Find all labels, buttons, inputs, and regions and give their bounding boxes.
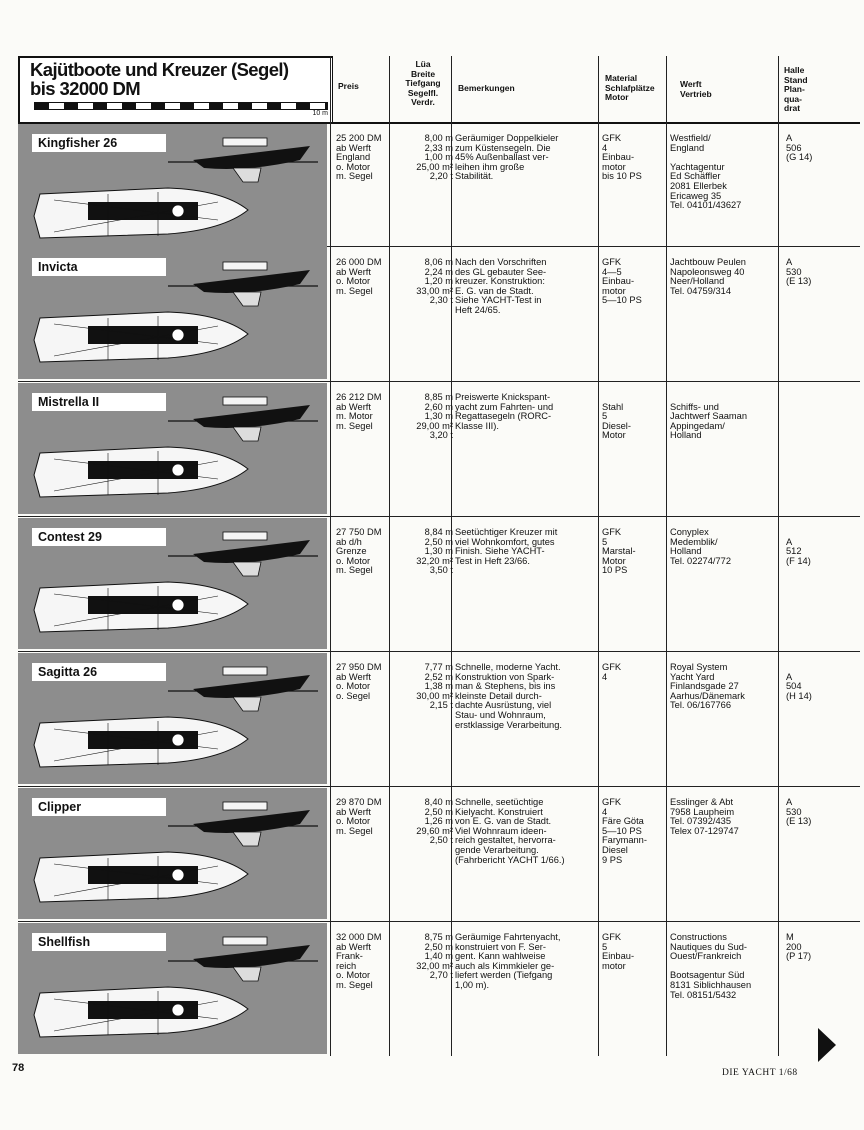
col-header-dims: Lüa Breite Tiefgang Segelfl. Verdr. (405, 59, 441, 107)
remarks-cell: Schnelle, seetüchtige Kielyacht. Konstruiert von E. G. van de Stadt. Viel Wohnraum ideen- reich gestaltet, hervorra- gende Verarbeitung. (Fahrbericht YACHT 1/66.) (455, 797, 565, 865)
material-cell: GFK 4 (602, 662, 622, 682)
cabin-top (223, 532, 267, 540)
page-title: Kajütboote und Kreuzer (Segel) bis 32000 DM (30, 59, 289, 99)
keel (233, 967, 261, 981)
dimensions-cell: 7,77 m 2,52 m 1,38 m 30,00 m² 2,15 t (416, 662, 453, 711)
boat-drawing (18, 248, 327, 379)
col-header-stand: Halle Stand Plan- qua- drat (784, 65, 808, 113)
price-cell: 25 200 DM ab Werft England o. Motor m. Segel (336, 133, 382, 182)
keel (233, 292, 261, 306)
hatch (172, 205, 184, 217)
boat-name: Clipper (32, 798, 166, 816)
row-divider (18, 516, 860, 517)
table-row (18, 653, 860, 784)
remarks-cell: Geräumiger Doppelkieler zum Küstensegeln. Die 45% Außenballast ver- leihen ihm große Stabilität. (455, 133, 559, 182)
title-box (18, 56, 333, 122)
col-header-price: Preis (338, 81, 359, 91)
table-row (18, 788, 860, 919)
stand-cell: A 530 (E 13) (786, 257, 812, 287)
table-row (18, 383, 860, 514)
dimensions-cell: 8,40 m 2,50 m 1,26 m 29,60 m² 2,50 t (416, 797, 453, 846)
keel (233, 427, 261, 441)
remarks-cell: Preiswerte Knickspant- yacht zum Fahrten- und Regattasegeln (RORC- Klasse III). (455, 392, 554, 431)
remarks-cell: Schnelle, moderne Yacht. Konstruktion von Spark- man & Stephens, bis ins kleinste Detail durch- dachte Ausrüstung, viel Stau- und Wohnraum, erstklassige Verarbeitung. (455, 662, 562, 730)
boat-name: Shellfish (32, 933, 166, 951)
price-cell: 32 000 DM ab Werft Frank- reich o. Motor m. Segel (336, 932, 382, 990)
material-cell: GFK 4—5 Einbau- motor 5—10 PS (602, 257, 642, 306)
scale-bar (34, 102, 328, 110)
boat-name: Contest 29 (32, 528, 166, 546)
hull-profile (193, 540, 310, 563)
cabin-top (223, 667, 267, 675)
stand-cell: M 200 (P 17) (786, 932, 812, 962)
boat-drawing (18, 383, 327, 514)
hatch (172, 1004, 184, 1016)
price-cell: 27 950 DM ab Werft o. Motor o. Segel (336, 662, 382, 701)
row-divider (18, 921, 860, 922)
stand-cell: A 504 (H 14) (786, 671, 812, 701)
page-number: 78 (12, 1062, 25, 1074)
yard-cell: Royal System Yacht Yard Finlandsgade 27 Aarhus/Dänemark Tel. 06/167766 (670, 662, 745, 711)
dimensions-cell: 8,84 m 2,50 m 1,30 m 32,20 m² 3,50 t (416, 527, 453, 576)
keel (233, 832, 261, 846)
yard-cell: Esslinger & Abt 7958 Laupheim Tel. 07392/435 Telex 07-129747 (670, 797, 739, 836)
hull-profile (193, 405, 310, 428)
hull-profile (193, 675, 310, 698)
material-cell: GFK 5 Einbau- motor (602, 932, 635, 971)
yard-cell: Westfield/ England Yachtagentur Ed Schäffler 2081 Ellerbek Ericaweg 35 Tel. 04101/43627 (670, 133, 742, 211)
boat-name: Kingfisher 26 (32, 134, 166, 152)
hull-profile (193, 146, 310, 169)
material-cell: GFK 5 Marstal- Motor 10 PS (602, 527, 636, 576)
next-page-arrow-icon (818, 1028, 836, 1062)
yard-cell: Jachtbouw Peulen Napoleonsweg 40 Neer/Holland Tel. 04759/314 (670, 257, 746, 296)
boat-drawing (18, 653, 327, 784)
keel (233, 562, 261, 576)
material-cell: GFK 4 Färe Göta 5—10 PS Farymann- Diesel 9 PS (602, 797, 647, 865)
col-header-remarks: Bemerkungen (458, 83, 515, 93)
row-divider (18, 786, 860, 787)
remarks-cell: Geräumige Fahrtenyacht, konstruiert von F. Ser- gent. Kann wahlweise auch als Kimmkieler ge- liefert werden (Tiefgang 1,00 m). (455, 932, 561, 990)
dimensions-cell: 8,00 m 2,33 m 1,00 m 25,00 m² 2,20 t (416, 133, 453, 182)
boat-name: Mistrella II (32, 393, 166, 411)
yard-cell: Conyplex Medemblik/ Holland Tel. 02274/772 (670, 527, 731, 566)
magazine-footer: DIE YACHT 1/68 (722, 1068, 798, 1078)
boat-drawing (18, 788, 327, 919)
hatch (172, 599, 184, 611)
table-row (18, 124, 860, 255)
hull-profile (193, 270, 310, 293)
dimensions-cell: 8,06 m 2,24 m 1,20 m 33,00 m² 2,30 t (416, 257, 453, 306)
boat-name: Sagitta 26 (32, 663, 166, 681)
boat-drawing (18, 923, 327, 1054)
hatch (172, 734, 184, 746)
hatch (172, 869, 184, 881)
yard-cell: Schiffs- und Jachtwerf Saaman Appingedam/ Holland (670, 401, 747, 441)
row-divider (18, 651, 860, 652)
remarks-cell: Nach den Vorschriften des GL gebauter See- kreuzer. Konstruktion: E. G. van de Stadt. Siehe YACHT-Test in Heft 24/65. (455, 257, 547, 315)
cabin-top (223, 802, 267, 810)
col-header-yard: Werft Vertrieb (680, 79, 712, 99)
cabin-top (223, 937, 267, 945)
table-row (18, 518, 860, 649)
boat-name: Invicta (32, 258, 166, 276)
hatch (172, 464, 184, 476)
boat-drawing (18, 124, 327, 255)
table-row (18, 923, 860, 1054)
cabin-top (223, 262, 267, 270)
hull-profile (193, 810, 310, 833)
table-row (18, 248, 860, 379)
boat-drawing (18, 518, 327, 649)
stand-cell: A 530 (E 13) (786, 797, 812, 827)
cabin-top (223, 138, 267, 146)
price-cell: 29 870 DM ab Werft o. Motor m. Segel (336, 797, 382, 836)
keel (233, 168, 261, 182)
material-cell: GFK 4 Einbau- motor bis 10 PS (602, 133, 642, 182)
table-header (18, 56, 860, 124)
keel (233, 697, 261, 711)
dimensions-cell: 8,85 m 2,60 m 1,30 m 29,00 m² 3,20 t (416, 392, 453, 441)
stand-cell: A 512 (F 14) (786, 536, 811, 566)
hatch (172, 329, 184, 341)
price-cell: 26 000 DM ab Werft o. Motor m. Segel (336, 257, 382, 296)
scale-label: 10 m (312, 110, 328, 117)
material-cell: Stahl 5 Diesel- Motor (602, 401, 631, 441)
remarks-cell: Seetüchtiger Kreuzer mit viel Wohnkomfort, gutes Finish. Siehe YACHT- Test in Heft 23/66. (455, 527, 558, 566)
hull-profile (193, 945, 310, 968)
dimensions-cell: 8,75 m 2,50 m 1,40 m 32,00 m² 2,70 t (416, 932, 453, 981)
col-header-material: Material Schlafplätze Motor (605, 73, 655, 102)
stand-cell: A 506 (G 14) (786, 133, 813, 163)
cabin-top (223, 397, 267, 405)
row-divider (18, 381, 860, 382)
price-cell: 26 212 DM ab Werft m. Motor m. Segel (336, 392, 382, 431)
price-cell: 27 750 DM ab d/h Grenze o. Motor m. Segel (336, 527, 382, 576)
yard-cell: Constructions Nautiques du Sud- Ouest/Frankreich Bootsagentur Süd 8131 Siblichhausen Tel. 08151/5432 (670, 932, 752, 1000)
